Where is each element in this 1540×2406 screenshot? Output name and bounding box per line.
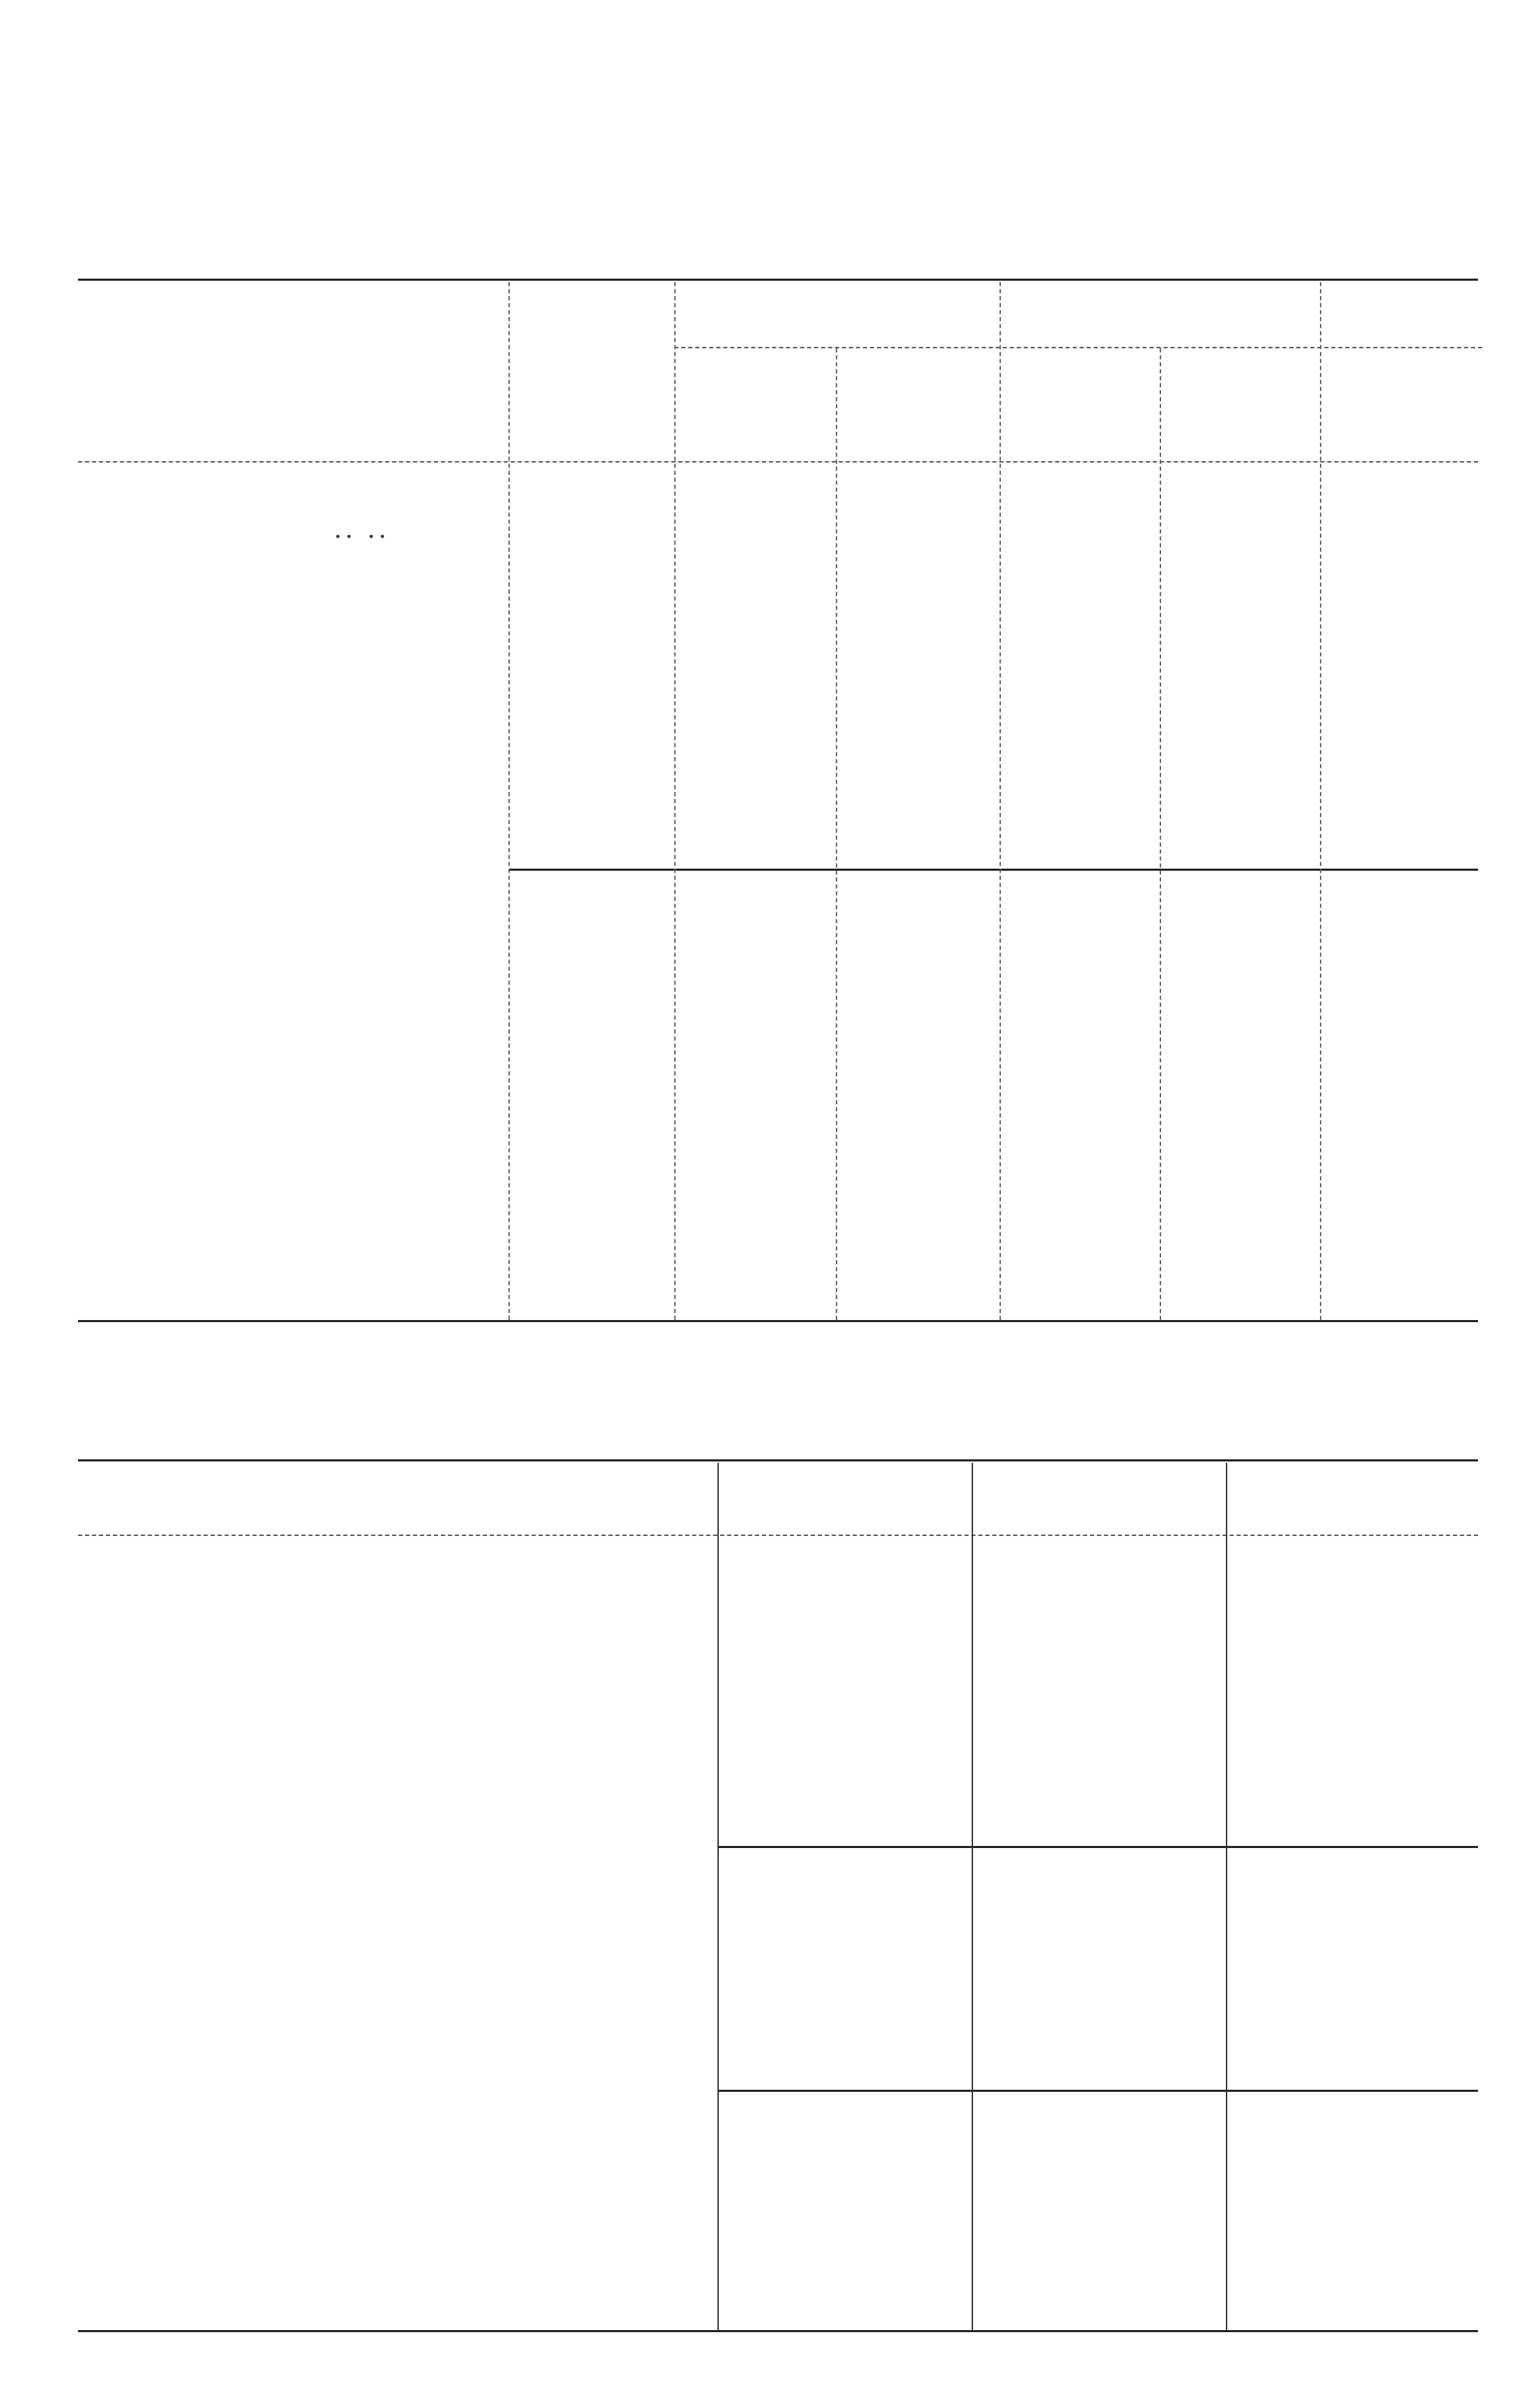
whey-bottom-rule	[78, 2330, 1478, 2332]
whey-percent-rule	[717, 2090, 1478, 2092]
whey-col-divider	[972, 1463, 973, 2330]
whey-col-divider	[717, 1463, 719, 2330]
creamery-header-rule	[78, 461, 1478, 463]
whey-totals-rule	[717, 1846, 1478, 1848]
creamery-totals-rule	[508, 869, 1478, 871]
whey-col-divider	[1226, 1463, 1227, 2330]
creamery-grade-rule	[674, 347, 1482, 348]
creamery-col-divider	[1320, 282, 1321, 1320]
creamery-top-rule	[78, 279, 1478, 281]
whey-header-rule	[78, 1535, 1478, 1536]
creamery-col-divider	[1160, 348, 1161, 1320]
creamery-col-divider	[836, 348, 837, 1320]
creamery-col-divider	[1000, 282, 1001, 1320]
whey-top-rule	[78, 1459, 1478, 1461]
creamery-col-divider	[508, 282, 510, 1320]
creamery-bottom-rule	[78, 1320, 1478, 1322]
creamery-col-divider	[674, 282, 676, 1320]
leader-dots: .. ..	[334, 513, 390, 544]
